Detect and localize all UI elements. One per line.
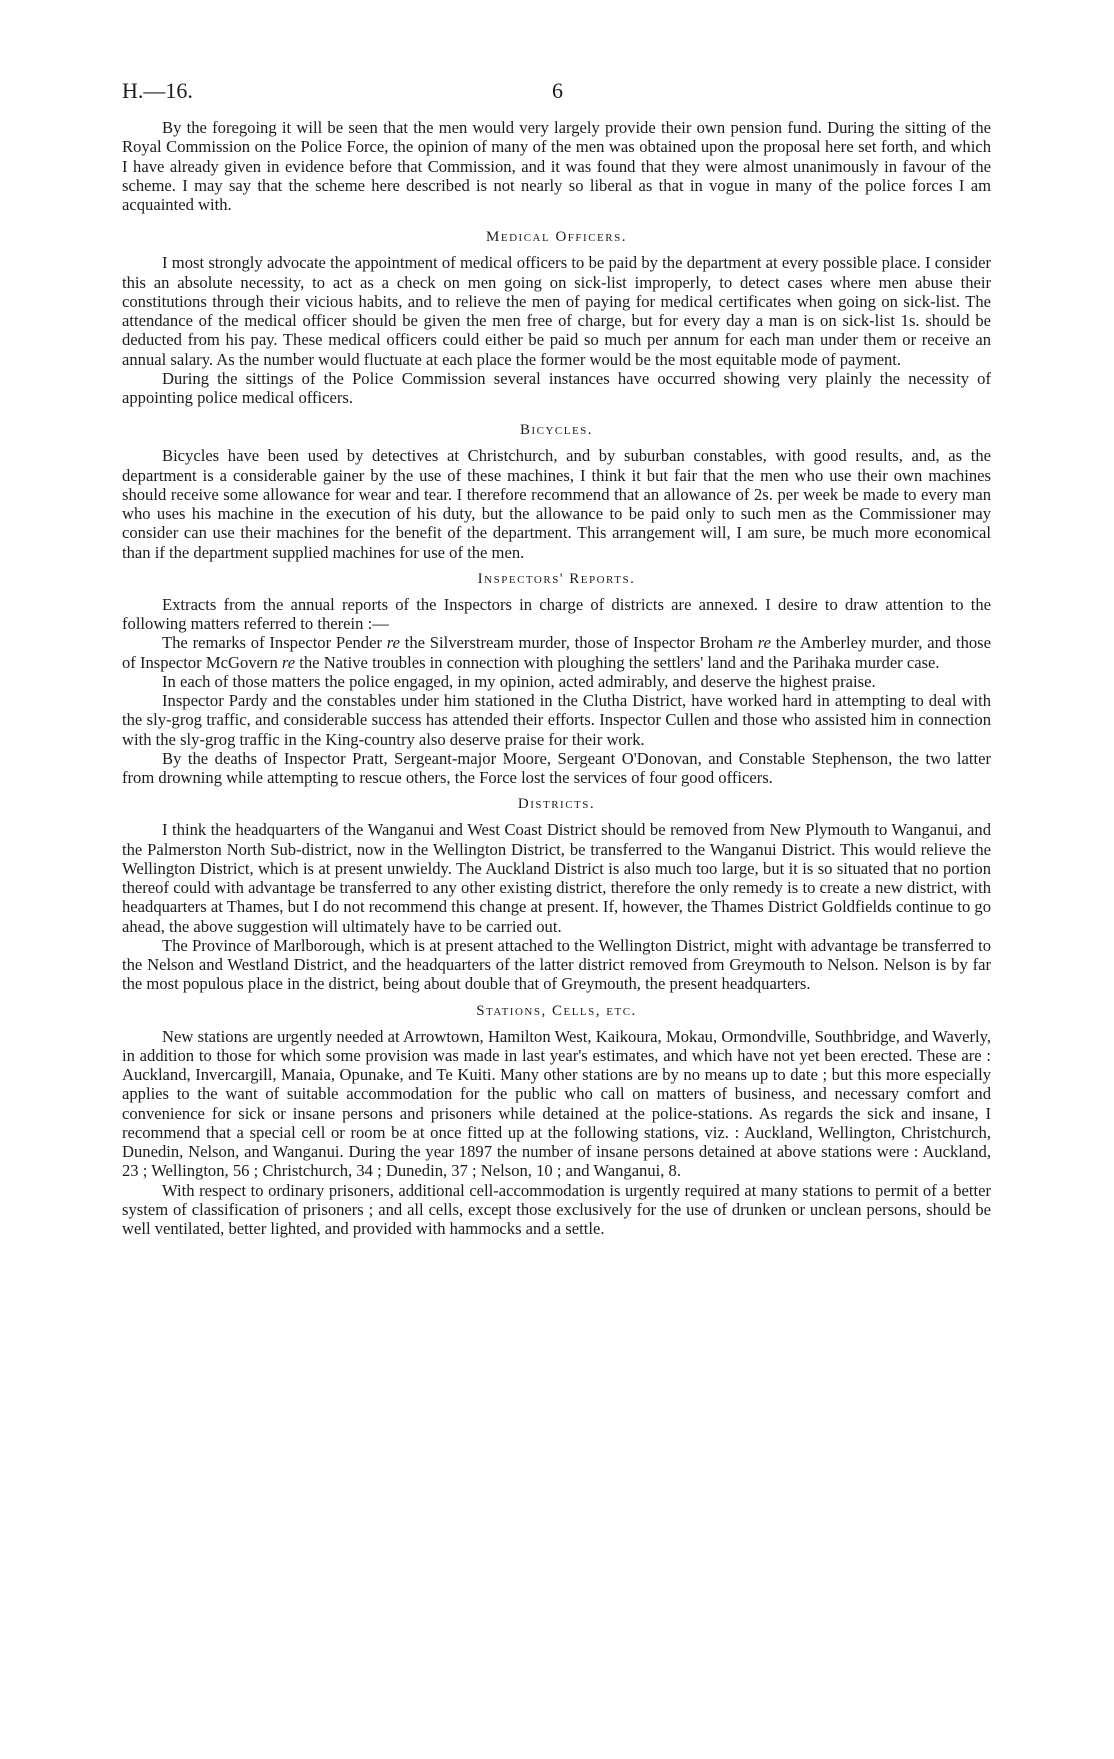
section-heading-bicycles: Bicycles.: [519, 422, 594, 439]
re-italic: re: [281, 652, 296, 672]
section-heading-districts: Districts.: [517, 796, 596, 813]
stations-cells-section: [122, 1002, 991, 1239]
page-header: [122, 78, 991, 118]
section-heading-inspectors-reports: Inspectors' Reports.: [477, 570, 636, 587]
section-heading-medical-officers: Medical Officers.: [486, 229, 627, 246]
text-run: The remarks of Inspector Pender: [162, 633, 387, 653]
districts-section: [122, 795, 991, 993]
paragraph: [122, 633, 991, 672]
intro-section: [122, 118, 991, 214]
medical-officers-section: [122, 228, 991, 407]
document-page: [122, 78, 991, 1238]
re-italic: re: [386, 633, 400, 653]
page-number: 6: [552, 78, 563, 103]
re-italic: re: [757, 633, 772, 653]
paragraph: With respect to ordinary prisoners, additional cell-accommodation is urgently required at many stations to permit of a better system of classification of prisoners ; and all cells, except those exclusively for the use of drunken or unclean persons, should be well ventilated, better lighted, and provided with hammocks and a settle.: [122, 1180, 991, 1238]
section-heading-stations-cells: Stations, Cells, etc.: [476, 1002, 637, 1019]
paragraph: I think the headquarters of the Wanganui and West Coast District should be removed from New Plymouth to Wanganui, and the Palmerston North Sub-district, now in the Wellington District, be transferred to the Wanganui District. This would relieve the Wellington District, which is at present unwieldy. The Auckland District is also much too large, but it is so situated that no portion thereof could with advantage be transferred to any other existing district, therefore the only remedy is to create a new district, with headquarters at Thames, but I do not recommend this change at present. If, however, the Thames District Goldfields continue to go ahead, the above suggestion will ultimately have to be carried out.: [122, 820, 991, 936]
paragraph: During the sittings of the Police Commission several instances have occurred showing very plainly the necessity of appointing police medical officers.: [122, 368, 991, 407]
paragraph: By the deaths of Inspector Pratt, Sergeant-major Moore, Sergeant O'Donovan, and Constable Stephenson, the two latter from drowning while attempting to rescue others, the Force lost the services of four good officers.: [122, 748, 991, 787]
paragraph: Bicycles have been used by detectives at Christchurch, and by suburban constables, with good results, and, as the department is a considerable gainer by the use of these machines, I think it but fair that the men who use their own machines should receive some allowance for wear and tear. I therefore recommend that an allowance of 2s. per week be made to every man who uses his machine in the execution of his duty, but the allowance to be paid only to such men as the Commissioner may consider can use their machines for the benefit of the department. This arrangement will, I am sure, be much more economical than if the department supplied machines for use of the men.: [122, 446, 991, 562]
paragraph: The Province of Marlborough, which is at present attached to the Wellington District, might with advantage be transferred to the Nelson and Westland District, and the headquarters of the latter district removed from Greymouth to Nelson. Nelson is by far the most populous place in the district, being about double that of Greymouth, the present headquarters.: [122, 935, 991, 994]
document-reference: H.—16.: [122, 78, 193, 103]
inspectors-reports-section: [122, 570, 991, 788]
bicycles-section: [122, 421, 991, 562]
paragraph: I most strongly advocate the appointment of medical officers to be paid by the department at every possible place. I consider this an absolute necessity, to act as a check on men going on sick-list improperly, to detect cases where men abuse their constitutions through their vicious habits, and to relieve the men of paying for medical certificates when going on sick-list. The attendance of the medical officer should be given the men free of charge, but for every day a man is on sick-list 1s. should be deducted from his pay. These medical officers could either be paid so much per annum for each man under them or receive an annual salary. As the number would fluctuate at each place the former would be the most equitable mode of payment.: [122, 253, 991, 369]
text-run: the Silverstream murder, those of Inspector Broham: [399, 633, 758, 653]
paragraph: Inspector Pardy and the constables under him stationed in the Clutha District, have worked hard in attempting to deal with the sly-grog traffic, and considerable success has attended their efforts. Inspector Cullen and those who assisted him in connection with the sly-grog traffic in the King-country also deserve praise for their work.: [122, 691, 991, 749]
text-run: the Amberley murder, and those of Inspector McGovern: [122, 633, 991, 672]
paragraph: New stations are urgently needed at Arrowtown, Hamilton West, Kaikoura, Mokau, Ormondville, Southbridge, and Waverly, in addition to those for which some provision was made in last year's estimates, and which have not yet been erected. These are : Auckland, Invercargill, Manaia, Opunake, and Te Kuiti. Many other stations are by no means up to date ; but this more especially applies to the want of suitable accommodation for the public who call on matters of business, and necessary comfort and convenience for sick or insane persons and prisoners while detained at the police-stations. As regards the sick and insane, I recommend that a special cell or room be at once fitted up at the following stations, viz. : Auckland, Wellington, Christchurch, Dunedin, Nelson, and Wanganui. During the year 1897 the number of insane persons detained at above stations were : Auckland, 23 ; Wellington, 56 ; Christchurch, 34 ; Dunedin, 37 ; Nelson, 10 ; and Wanganui, 8.: [122, 1026, 991, 1181]
paragraph: Extracts from the annual reports of the Inspectors in charge of districts are annexed. I desire to draw attention to the following matters referred to therein :—: [122, 594, 991, 633]
paragraph: In each of those matters the police engaged, in my opinion, acted admirably, and deserve the highest praise.: [162, 671, 876, 691]
intro-paragraph: By the foregoing it will be seen that the men would very largely provide their own pension fund. During the sitting of the Royal Commission on the Police Force, the opinion of many of the men was obtained upon the proposal here set forth, and which I have already given in evidence before that Commission, and it was found that they were almost unanimously in favour of the scheme. I may say that the scheme here described is not nearly so liberal as that in vogue in many of the police forces I am acquainted with.: [122, 118, 991, 214]
text-run: the Native troubles in connection with ploughing the settlers' land and the Parihaka murder case.: [295, 652, 940, 672]
